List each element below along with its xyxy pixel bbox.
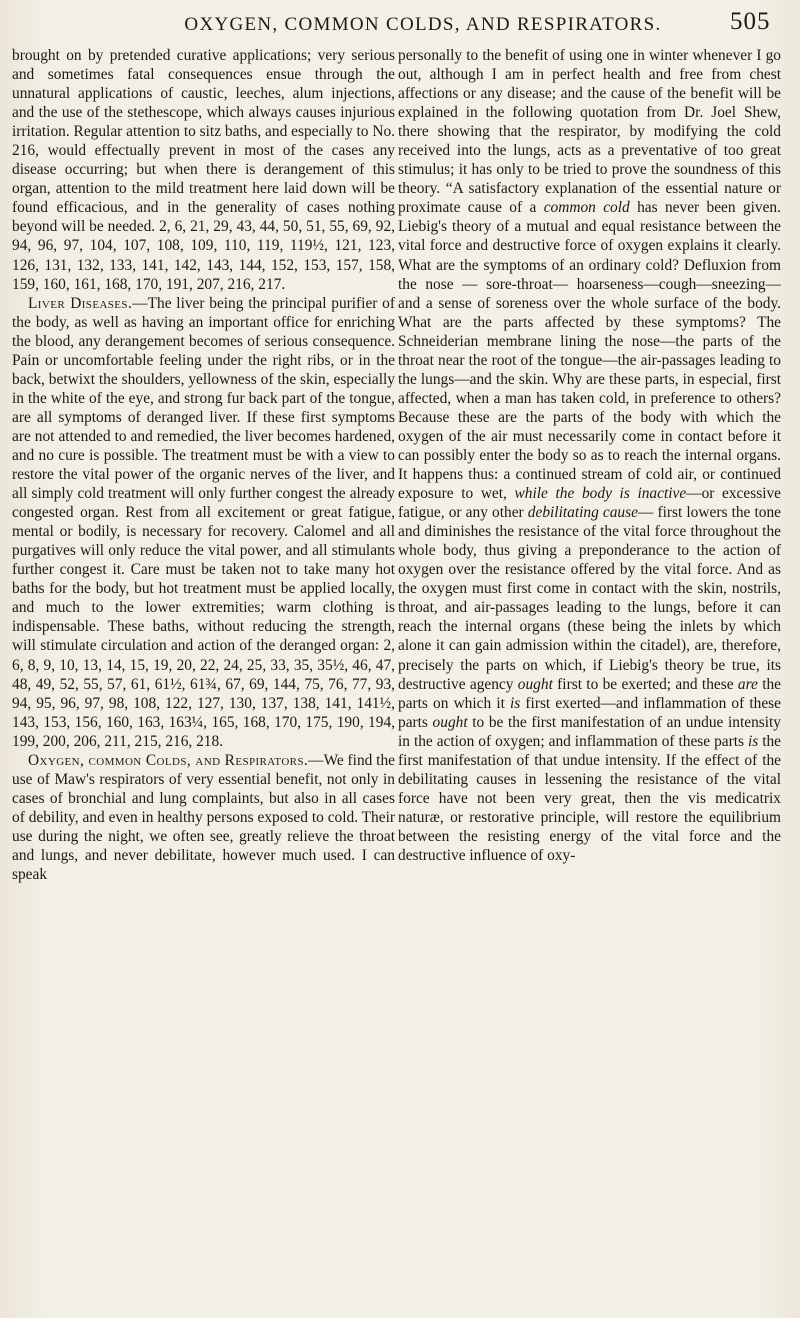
section-text-oxygen-colds-respirators: —We find the use of Maw's respirators of very essential benefit, not only in cases of bronchial and lung complaints, but also in all cases of debility, and even in healthy persons exposed to cold. Their use during the night, we often see, greatly relieve the throat and lungs, and never debilitate, however much used. I can speak bbox=[12, 751, 395, 884]
running-title: OXYGEN, COMMON COLDS, AND RESPIRATORS. bbox=[184, 14, 662, 35]
left-column bbox=[12, 46, 395, 1296]
text-run: to be the first manifestation of an undue intensity in the action of oxygen; and inflammation of these parts bbox=[398, 713, 781, 750]
section-oxygen-colds-respirators bbox=[12, 751, 395, 884]
text-run: — first lowers the tone and diminishes the resistance of the vital force throughout the whole body, thus giving a preponderance to the action of oxygen over the resistance offered by the vital force. And as the oxygen must first come in contact with the skin, nostrils, throat, and air-passages leading to the lungs, before it can reach the internal organs (these being the inlets by which alone it can gain admission within the citadel), are, therefore, precisely the parts on which, if Liebig's theory be true, its destructive agency bbox=[398, 504, 781, 693]
section-text-liver-diseases: —The liver being the principal purifier of the body, as well as having an important office for enriching the blood, any derangement becomes of serious consequence. Pain or uncomfortable feeling under the right ribs, or in the back, betwixt the shoulders, yellowness of the skin, especially in the white of the eye, and strong fur back part of the tongue, are all symptoms of deranged liver. If these first symptoms are not attended to and remedied, the liver becomes hardened, and no cure is possible. The treatment must be with a view to restore the vital power of the organic nerves of the liver, and all simply cold treatment will only further congest the already congested organ. Rest from all excitement or great fatigue, mental or bodily, is necessary for recovery. Calomel and all purgatives will only reduce the vital power, and all stimulants further congest it. Care must be taken not to take many hot baths for the body, but hot treatment must be applied locally, and much to the lower extremities; warm clothing is indispensable. These baths, without reducing the strength, will stimulate circulation and action of the deranged organ: 2, 6, 8, 9, 10, 13, 14, 15, 19, 20, 22, 24, 25, 33, 35, 35½, 46, 47, 48, 49, 52, 55, 57, 61, 61½, 61¾, 67, 69, 144, 75, 76, 77, 93, 94, 95, 96, 97, 98, 108, 122, 127, 130, 137, 138, 141, 141½, 143, 153, 156, 160, 163, 163¼, 165, 168, 170, 175, 190, 194, 199, 200, 206, 211, 215, 216, 218. bbox=[12, 294, 395, 750]
section-heading-oxygen-colds-respirators: Oxygen, common Colds, and Respirators. bbox=[28, 751, 309, 769]
text-run: the first manifestation of that undue intensity. If the effect of the debilitating causes in lessening the resistance of the vital force have not been very great, then the vis medicatrix naturæ, or restorative principle, will restore the equilibrium between the resisting energy of the vital force and the destructive influence of oxy- bbox=[398, 732, 781, 864]
italic-phrase: are bbox=[737, 675, 758, 693]
section-heading-liver-diseases: Liver Diseases. bbox=[28, 294, 133, 312]
italic-phrase: is bbox=[510, 694, 521, 712]
italic-phrase: ought bbox=[432, 713, 468, 731]
text-run: personally to the benefit of using one in winter whenever I go out, although I am in perfect health and free from chest affections or any disease; and the cause of the benefit will be explained in the following quotation from Dr. Joel Shew, there showing that the respirator, by modifying the cold received into the lungs, acts as a preventative of too great stimulus; it has only to be tried to prove the soundness of this theory. “A satisfactory explanation of the essential nature or proximate cause of a bbox=[398, 47, 781, 217]
text-run: first to be exerted; and these bbox=[552, 675, 738, 693]
section-liver-diseases bbox=[12, 294, 395, 751]
text-run: has never been given. Liebig's theory of a mutual and equal resistance between the vital force and destructive force of oxygen explains it clearly. What are the symptoms of an ordinary cold? Defluxion from the nose — sore-throat— hoarseness—cough—sneezing—and a sense of soreness over the whole surface of the body. What are the parts affected by these symptoms? The Schneiderian membrane lining the nose—the parts of the throat near the root of the tongue—the air-passages leading to the lungs—and the skin. Why are these parts, in especial, first affected, when a man has taken cold, in preference to others? Because these are the parts of the body with which the oxygen of the air must necessarily come in contact before it can possibly enter the body so as to reach the internal organs. It happens thus: a continued stream of cold air, or continued exposure to wet, bbox=[398, 199, 781, 503]
text-run: —or excessive fatigue, or any other bbox=[398, 485, 781, 522]
italic-phrase: ought bbox=[517, 675, 553, 693]
paragraph-continuation-right bbox=[398, 46, 781, 865]
right-column bbox=[398, 46, 781, 1296]
paragraph-text: brought on by pretended curative applications; very serious and sometimes fatal consequences ensue through the unnatural applications of caustic, leeches, alum injections, and the use of the stethescope, which always causes injurious irritation. Regular attention to sitz baths, and especially to No. 216, would effectually prevent in most of the cases any disease occurring; but when there is derangement of this organ, attention to the mild treatment here laid down will be found efficacious, and in the generality of cases nothing beyond will be needed. 2, 6, 21, 29, 43, 44, 50, 51, 55, 69, 92, 94, 96, 97, 104, 107, 108, 109, 110, 119, 119½, 121, 123, 126, 131, 132, 133, 141, 142, 143, 144, 152, 153, 157, 158, 159, 160, 161, 168, 170, 191, 207, 216, 217. bbox=[12, 47, 395, 293]
page-number: 505 bbox=[730, 8, 771, 35]
paragraph-continuation bbox=[12, 46, 395, 294]
text-run: first exerted—and inflammation of these parts bbox=[398, 694, 781, 731]
italic-phrase: is bbox=[747, 732, 759, 750]
italic-phrase: common cold bbox=[543, 199, 630, 217]
text-run: the parts on which it bbox=[398, 675, 781, 712]
italic-phrase: while the body is inactive bbox=[514, 485, 687, 503]
italic-phrase: debilitating cause bbox=[527, 504, 638, 522]
